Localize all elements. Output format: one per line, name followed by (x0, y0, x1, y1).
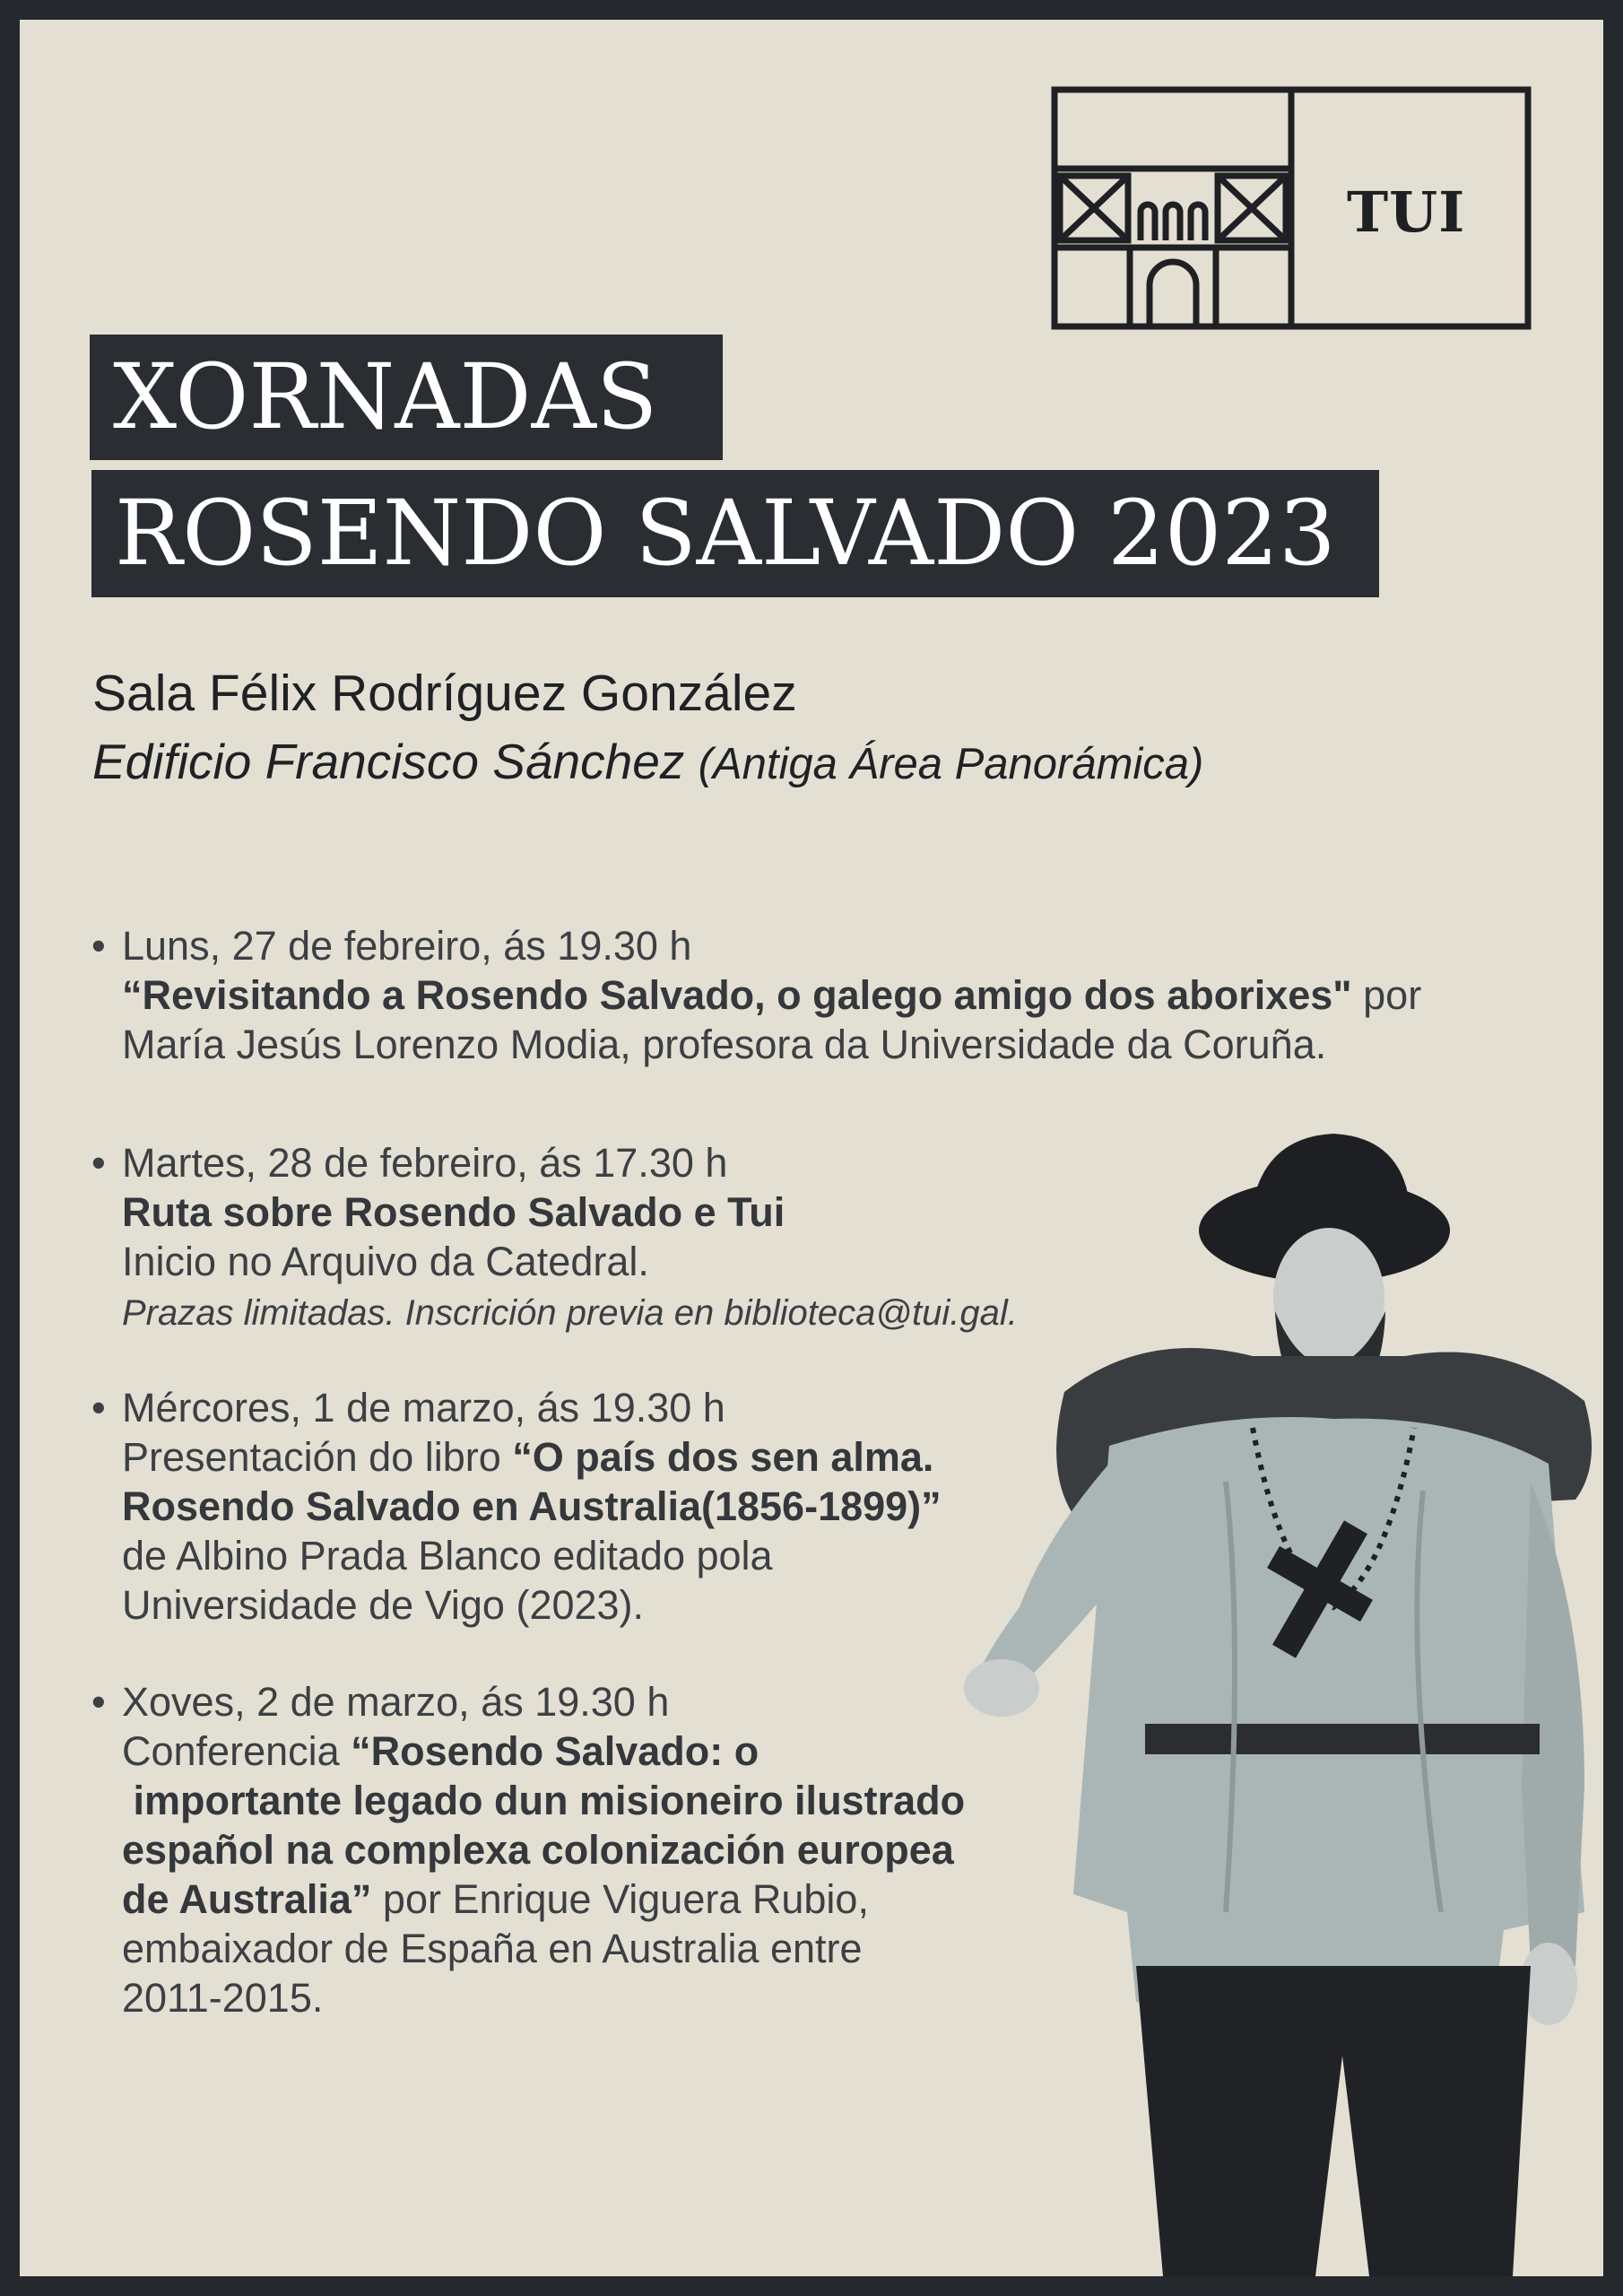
event-speaker: María Jesús Lorenzo Modia, profesora da Universidade da Coruña. (122, 1022, 1327, 1067)
event-date: Martes, 28 de febreiro, ás 17.30 h (122, 1140, 728, 1186)
event-location: Inicio no Arquivo da Catedral. (122, 1239, 649, 1284)
venue-hall: Sala Félix Rodríguez González (92, 665, 797, 722)
logo-text: TUI (1347, 179, 1466, 245)
event-item: • Mércores, 1 de marzo, ás 19.30 h Presentación do libro “O país dos sen alma. Rosendo Salvado en Australia(1856-1899)” de Albino Prada Blanco editado pola Universidade de Vigo (2023). (91, 1383, 1526, 1630)
event-title: “Revisitando a Rosendo Salvado, o galego amigo dos aborixes" (122, 972, 1352, 1018)
rosendo-salvado-portrait (957, 1105, 1603, 2276)
event-date: Mércores, 1 de marzo, ás 19.30 h (122, 1385, 725, 1431)
event-item: • Xoves, 2 de marzo, ás 19.30 h Conferencia “Rosendo Salvado: o importante legado dun misioneiro ilustrado español na complexa colonización europea de Australia” por Enrique Viguera Rubio, embaixador de España en Australia entre 2011-2015. (91, 1677, 1526, 2022)
poster (20, 20, 1603, 2276)
title-line-1: XORNADAS (90, 335, 723, 460)
venue-building: Edificio Francisco Sánchez (Antiga Área Panorámica) (92, 734, 1204, 789)
title-line-2: ROSENDO SALVADO 2023 (91, 470, 1379, 597)
event-item: • Luns, 27 de febreiro, ás 19.30 h “Revisitando a Rosendo Salvado, o galego amigo dos aborixes" por María Jesús Lorenzo Modia, profesora da Universidade da Coruña. (91, 921, 1526, 1069)
event-title: “Rosendo Salvado: o (351, 1728, 759, 1774)
event-title: Ruta sobre Rosendo Salvado e Tui (122, 1189, 785, 1235)
event-item: • Martes, 28 de febreiro, ás 17.30 h Ruta sobre Rosendo Salvado e Tui Inicio no Arquivo da Catedral. Prazas limitadas. Inscrición previa en biblioteca@tui.gal. (91, 1138, 1526, 1338)
event-note: Prazas limitadas. Inscrición previa en biblioteca@tui.gal. (122, 1293, 1018, 1333)
event-title: “O país dos sen alma. (512, 1434, 934, 1480)
event-date: Xoves, 2 de marzo, ás 19.30 h (122, 1679, 670, 1725)
event-date: Luns, 27 de febreiro, ás 19.30 h (122, 923, 692, 969)
